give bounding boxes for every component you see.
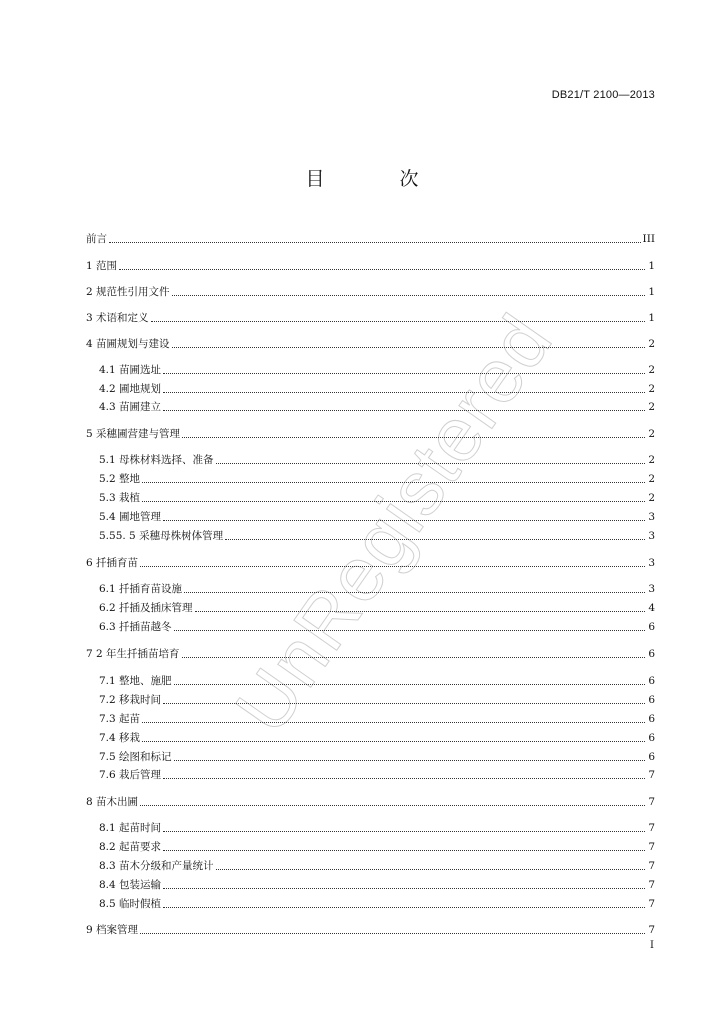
toc-entry-page: 2 xyxy=(648,428,655,440)
toc-entry-page: 2 xyxy=(648,364,655,376)
toc-entry-label: 6.2 扦插及插床管理 xyxy=(99,602,193,614)
toc-entry-page: 6 xyxy=(648,694,655,706)
toc-entry[interactable] xyxy=(99,509,655,525)
toc-entry[interactable] xyxy=(86,310,655,326)
toc-entry-page: 3 xyxy=(648,511,655,523)
toc-entry-label: 8.2 起苗要求 xyxy=(99,841,162,853)
toc-entry-label: 7.3 起苗 xyxy=(99,713,141,725)
toc-entry[interactable] xyxy=(99,858,655,874)
dot-leader xyxy=(174,629,645,631)
toc-entry-page: 3 xyxy=(648,530,655,542)
dot-leader xyxy=(142,481,645,483)
toc-entry-label: 4.2 圃地规划 xyxy=(99,383,162,395)
toc-entry-page: 6 xyxy=(648,751,655,763)
toc-entry-label: 6 扦插育苗 xyxy=(86,557,139,569)
toc-entry[interactable] xyxy=(99,600,655,616)
toc-entry-label: 9 档案管理 xyxy=(86,924,139,936)
dot-leader xyxy=(184,591,645,593)
toc-entry-label: 6.1 扦插育苗设施 xyxy=(99,583,183,595)
toc-entry[interactable] xyxy=(99,896,655,912)
dot-leader xyxy=(119,268,645,270)
toc-entry-label: 8.1 起苗时间 xyxy=(99,822,162,834)
toc-entry[interactable] xyxy=(86,426,655,442)
toc-entry-page: III xyxy=(642,233,655,245)
toc-entry[interactable] xyxy=(86,231,655,247)
dot-leader xyxy=(163,391,645,393)
toc-entry-label: 3 术语和定义 xyxy=(86,312,149,324)
toc-entry-page: 1 xyxy=(648,260,655,272)
dot-leader xyxy=(216,868,645,870)
toc-entry-page: 7 xyxy=(648,860,655,872)
dot-leader xyxy=(109,241,641,243)
dot-leader xyxy=(195,610,645,612)
toc-entry[interactable] xyxy=(99,619,655,635)
toc-entry-label: 5.3 栽植 xyxy=(99,492,141,504)
toc-entry-page: 2 xyxy=(648,473,655,485)
toc-entry[interactable] xyxy=(99,673,655,689)
toc-entry-label: 5.1 母株材料选择、准备 xyxy=(99,454,214,466)
toc-entry-label: 7.5 绘图和标记 xyxy=(99,751,172,763)
dot-leader xyxy=(174,759,645,761)
toc-entry-label: 8.3 苗木分级和产量统计 xyxy=(99,860,214,872)
toc-entry[interactable] xyxy=(99,381,655,397)
toc-entry-page: 3 xyxy=(648,557,655,569)
toc-entry-label: 7.6 栽后管理 xyxy=(99,769,162,781)
toc-entry[interactable] xyxy=(99,711,655,727)
dot-leader xyxy=(216,462,645,464)
dot-leader xyxy=(140,932,645,934)
dot-leader xyxy=(142,740,645,742)
page-title: 目 次 xyxy=(305,168,447,190)
toc-entry-page: 7 xyxy=(648,898,655,910)
toc-entry-label: 7.2 移栽时间 xyxy=(99,694,162,706)
toc-entry-page: 6 xyxy=(648,732,655,744)
toc-entry-label: 5 采穗圃营建与管理 xyxy=(86,428,181,440)
toc-entry[interactable] xyxy=(99,528,655,544)
toc-entry-page: 2 xyxy=(648,401,655,413)
toc-entry-page: 7 xyxy=(648,924,655,936)
toc-entry[interactable] xyxy=(99,362,655,378)
toc-entry-page: 6 xyxy=(648,675,655,687)
toc-entry[interactable] xyxy=(86,922,655,938)
toc-entry-label: 4.3 苗圃建立 xyxy=(99,401,162,413)
toc-entry-label: 5.2 整地 xyxy=(99,473,141,485)
page-number: I xyxy=(650,940,654,951)
toc-entry-page: 4 xyxy=(648,602,655,614)
toc-entry[interactable] xyxy=(99,730,655,746)
toc-entry[interactable] xyxy=(99,767,655,783)
toc-entry-page: 2 xyxy=(648,492,655,504)
watermark: UnRegistered xyxy=(219,298,570,749)
dot-leader xyxy=(151,320,645,322)
toc-entry-page: 7 xyxy=(648,796,655,808)
toc-entry-label: 8.4 包装运输 xyxy=(99,879,162,891)
toc-entry-page: 7 xyxy=(648,769,655,781)
toc-entry-page: 6 xyxy=(648,713,655,725)
toc-entry-page: 7 xyxy=(648,822,655,834)
dot-leader xyxy=(163,409,645,411)
toc-entry-label: 6.3 扦插苗越冬 xyxy=(99,621,172,633)
toc-entry-label: 7.1 整地、施肥 xyxy=(99,675,172,687)
toc-entry-page: 1 xyxy=(648,286,655,298)
dot-leader xyxy=(172,346,645,348)
toc-entry-page: 2 xyxy=(648,338,655,350)
dot-leader xyxy=(142,721,645,723)
toc-entry[interactable] xyxy=(99,581,655,597)
toc-entry[interactable] xyxy=(99,749,655,765)
toc-entry-page: 3 xyxy=(648,583,655,595)
toc-entry[interactable] xyxy=(99,471,655,487)
document-code: DB21/T 2100—2013 xyxy=(551,89,655,101)
toc-entry-label: 前言 xyxy=(86,233,107,245)
toc-entry-label: 7.4 移栽 xyxy=(99,732,141,744)
toc-entry[interactable] xyxy=(99,839,655,855)
dot-leader xyxy=(174,683,645,685)
dot-leader xyxy=(163,849,645,851)
toc-entry-label: 7 2 年生扦插苗培育 xyxy=(86,648,180,660)
toc-entry[interactable] xyxy=(99,692,655,708)
toc-entry[interactable] xyxy=(99,399,655,415)
toc-entry[interactable] xyxy=(86,258,655,274)
toc-entry[interactable] xyxy=(86,284,655,300)
toc-entry-label: 5.55. 5 采穗母株树体管理 xyxy=(99,530,224,542)
dot-leader xyxy=(142,500,645,502)
dot-leader xyxy=(140,804,645,806)
dot-leader xyxy=(172,294,645,296)
toc-entry[interactable] xyxy=(99,490,655,506)
dot-leader xyxy=(163,887,645,889)
toc-entry-label: 2 规范性引用文件 xyxy=(86,286,170,298)
toc-entry[interactable] xyxy=(86,336,655,352)
dot-leader xyxy=(163,906,645,908)
toc-entry[interactable] xyxy=(86,555,655,571)
toc-entry-label: 8.5 临时假植 xyxy=(99,898,162,910)
toc-entry-label: 1 范围 xyxy=(86,260,118,272)
toc-entry-page: 6 xyxy=(648,648,655,660)
toc-entry-label: 4.1 苗圃选址 xyxy=(99,364,162,376)
dot-leader xyxy=(225,538,645,540)
toc-entry-label: 5.4 圃地管理 xyxy=(99,511,162,523)
toc-entry[interactable] xyxy=(99,877,655,893)
dot-leader xyxy=(163,519,645,521)
toc-entry-page: 7 xyxy=(648,841,655,853)
dot-leader xyxy=(140,565,645,567)
dot-leader xyxy=(163,830,645,832)
toc-entry[interactable] xyxy=(99,452,655,468)
toc-entry-page: 7 xyxy=(648,879,655,891)
dot-leader xyxy=(163,777,645,779)
toc-entry-page: 2 xyxy=(648,383,655,395)
toc-entry-label: 8 苗木出圃 xyxy=(86,796,139,808)
toc-entry[interactable] xyxy=(86,646,655,662)
dot-leader xyxy=(182,436,645,438)
toc-entry[interactable] xyxy=(99,820,655,836)
toc-entry-page: 6 xyxy=(648,621,655,633)
toc-entry-label: 4 苗圃规划与建设 xyxy=(86,338,170,350)
toc-entry[interactable] xyxy=(86,794,655,810)
toc-entry-page: 2 xyxy=(648,454,655,466)
dot-leader xyxy=(182,656,645,658)
dot-leader xyxy=(163,372,645,374)
toc-entry-page: 1 xyxy=(648,312,655,324)
dot-leader xyxy=(163,702,645,704)
